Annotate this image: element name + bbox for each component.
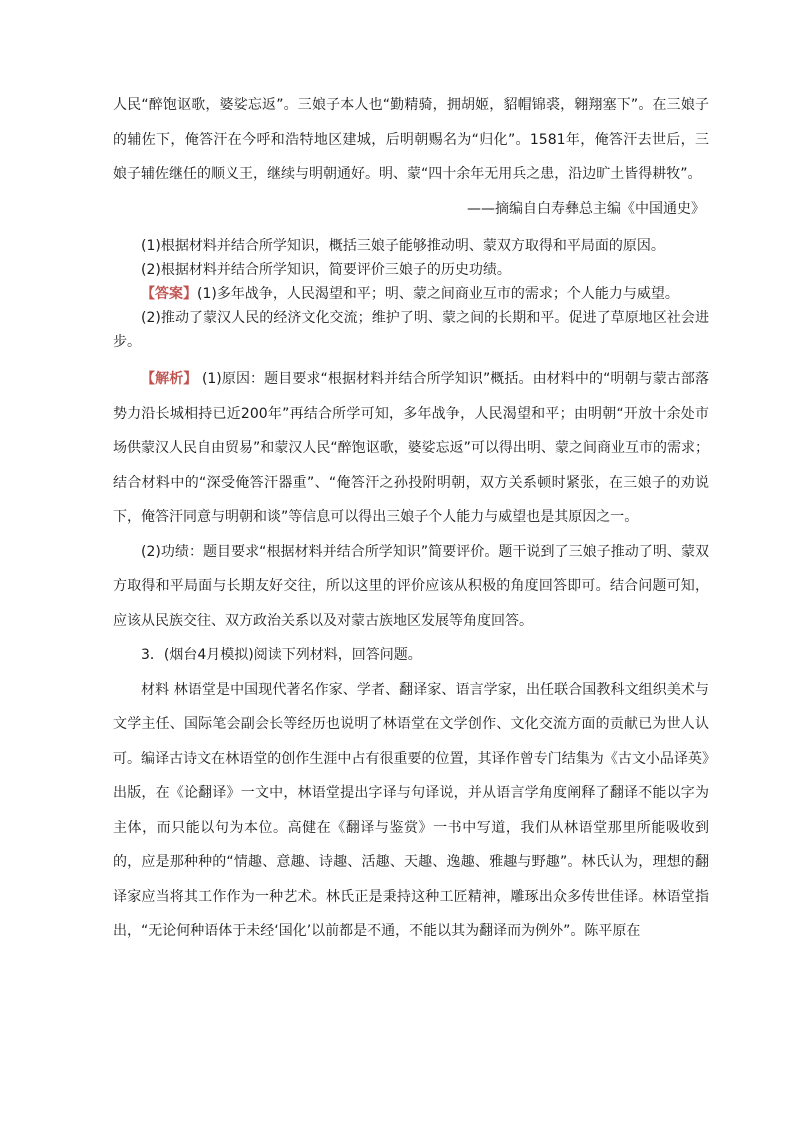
material-continuation: 人民“醉饱讴歌，婆娑忘返”。三娘子本人也“勤精骑，拥胡姬，貂帽锦裘，翱翔塞下”。在三娘子的辅佐下，俺答汗在今呼和浩特地区建城，后明朝赐名为“归化”。1581年，俺答汗去世后，三娘子辅佐继任的顺义王，继续与明朝通好。明、蒙“四十余年无用兵之患，沿边旷土皆得耕牧”。 <box>113 97 709 182</box>
question-2: (2)根据材料并结合所学知识，简要评价三娘子的历史功绩。 <box>141 262 511 278</box>
page-content <box>113 88 709 949</box>
analysis-text-1: (1)原因：题目要求“根据材料并结合所学知识”概括。由材料中的“明朝与蒙古部落势力沿长城相持已近200年”再结合所学可知，多年战争，人民渴望和平；由明朝“开放十余处市场供蒙汉人民自由贸易”和蒙汉人民“醉饱讴歌，婆娑忘返”可以得出明、蒙之间商业互市的需求；结合材料中的“深受俺答汗器重”、“俺答汗之孙投附明朝，双方关系顿时紧张，在三娘子的劝说下，俺答汗同意与明朝和谈”等信息可以得出三娘子个人能力与威望也是其原因之一。 <box>113 371 709 525</box>
analysis-label: 【解析】 <box>141 371 198 387</box>
analysis-part-2: (2)功绩：题目要求“根据材料并结合所学知识”简要评价。题干说到了三娘子推动了明、蒙双方取得和平局面与长期友好交往，所以这里的评价应该从积极的角度回答即可。结合问题可知，应该从民族交往、双方政治关系以及对蒙古族地区发展等角度回答。 <box>113 543 709 629</box>
analysis-part-1 <box>113 362 709 535</box>
source-citation: ——摘编自白寿彝总主编《中国通史》 <box>467 200 705 217</box>
answer-part-1 <box>113 282 709 306</box>
answer-part-2: (2)推动了蒙汉人民的经济文化交流；维护了明、蒙之间的长期和平。促进了草原地区社会进步。 <box>113 310 709 350</box>
answer-text-1: (1)多年战争，人民渴望和平；明、蒙之间商业互市的需求；个人能力与威望。 <box>197 286 679 302</box>
material-text: 林语堂是中国现代著名作家、学者、翻译家、语言学家，出任联合国教科文组织美术与文学主任、国际笔会副会长等经历也说明了林语堂在文学创作、文化交流方面的贡献已为世人认可。编译古诗文在林语堂的创作生涯中占有很重要的位置，其译作曾专门结集为《古文小品译英》出版，在《论翻译》一文中，林语堂提出字译与句译说，并从语言学角度阐释了翻译不能以字为主体，而只能以句为本位。高健在《翻译与鉴赏》一书中写道，我们从林语堂那里所能吸收到的，应是那种种的“情趣、意趣、诗趣、活趣、天趣、逸趣、雅趣与野趣”。林氏认为，理想的翻译家应当将其工作作为一种艺术。林氏正是秉持这种工匠精神，雕琢出众多传世佳译。林语堂指出，“无论何种语体于未经‘国化’以前都是不通，不能以其为翻译而为例外”。陈平原在 <box>113 681 710 939</box>
answer-label: 【答案】 <box>141 286 197 302</box>
material-label: 材料 <box>141 681 170 698</box>
question-1: (1)根据材料并结合所学知识，概括三娘子能够推动明、蒙双方取得和平局面的原因。 <box>141 238 665 254</box>
question-3-material <box>113 673 709 949</box>
question-list <box>113 234 709 354</box>
question-3-stem: 3．(烟台4月模拟)阅读下列材料，回答问题。 <box>141 647 422 663</box>
